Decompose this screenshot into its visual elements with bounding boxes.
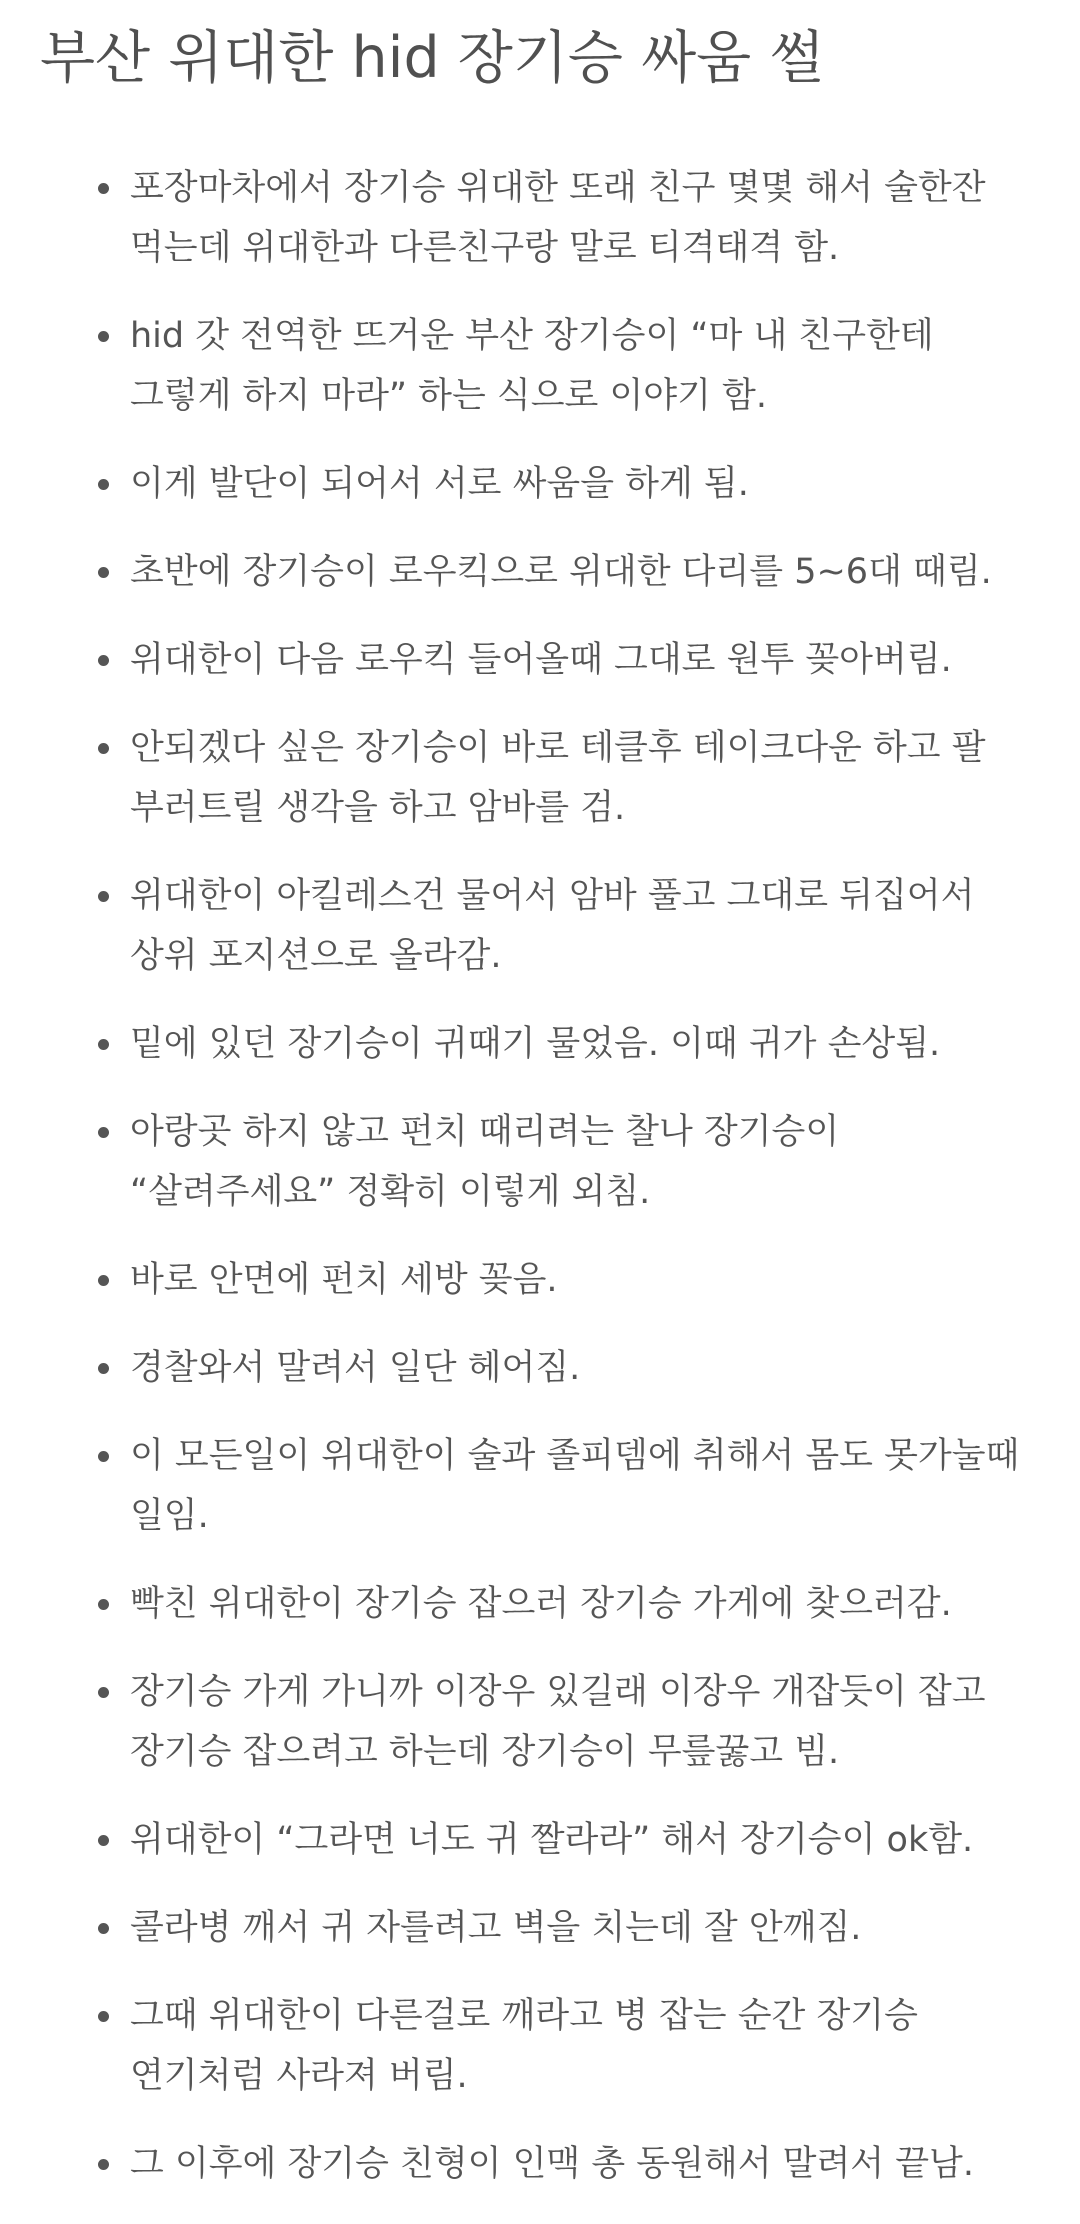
list-item-text: 그 이후에 장기승 친형이 인맥 총 동원해서 말려서 끝남.: [130, 2144, 974, 2184]
list-item: [40, 1662, 1040, 1782]
list-item: [40, 454, 1040, 514]
list-item: [40, 1574, 1040, 1634]
bullet-dot-icon: [98, 1275, 109, 1286]
list-item: [40, 718, 1040, 838]
bullet-dot-icon: [98, 891, 109, 902]
page-title: 부산 위대한 hid 장기승 싸움 썰: [40, 25, 825, 91]
list-item-text: 위대한이 “그라면 너도 귀 짤라라” 해서 장기승이 ok함.: [130, 1820, 974, 1860]
list-item-text: 경찰와서 말려서 일단 헤어짐.: [130, 1348, 581, 1388]
list-item-text: 바로 안면에 펀치 세방 꽂음.: [130, 1260, 558, 1300]
list-item: [40, 158, 1040, 278]
list-item-text: 밑에 있던 장기승이 귀때기 물었음. 이때 귀가 손상됨.: [130, 1024, 941, 1064]
list-item-text: 위대한이 아킬레스건 물어서 암바 풀고 그대로 뒤집어서 상위 포지션으로 올라감.: [130, 876, 975, 976]
bullet-dot-icon: [98, 743, 109, 754]
list-item-text: 위대한이 다음 로우킥 들어올때 그대로 원투 꽂아버림.: [130, 640, 952, 680]
bullet-dot-icon: [98, 1687, 109, 1698]
bullet-dot-icon: [98, 2011, 109, 2022]
list-item-text: 아랑곳 하지 않고 펀치 때리려는 찰나 장기승이 “살려주세요” 정확히 이렇게 외침.: [130, 1112, 840, 1212]
list-item: [40, 1102, 1040, 1222]
bullet-dot-icon: [98, 1363, 109, 1374]
bullet-dot-icon: [98, 1039, 109, 1050]
bullet-dot-icon: [98, 331, 109, 342]
list-item-text: 그때 위대한이 다른걸로 깨라고 병 잡는 순간 장기승 연기처럼 사라져 버림.: [130, 1996, 918, 2096]
list-item: [40, 1014, 1040, 1074]
list-item: [40, 630, 1040, 690]
list-item: [40, 1250, 1040, 1310]
bullet-dot-icon: [98, 1923, 109, 1934]
bullet-dot-icon: [98, 1835, 109, 1846]
list-item-text: 초반에 장기승이 로우킥으로 위대한 다리를 5~6대 때림.: [130, 552, 992, 592]
bullet-dot-icon: [98, 655, 109, 666]
list-item-text: 장기승 가게 가니까 이장우 있길래 이장우 개잡듯이 잡고 장기승 잡으려고 하는데 장기승이 무릎꿇고 빔.: [130, 1672, 986, 1772]
bullet-dot-icon: [98, 2159, 109, 2170]
list-item: [40, 306, 1040, 426]
list-item: [40, 1810, 1040, 1870]
bullet-dot-icon: [98, 1599, 109, 1610]
bullet-dot-icon: [98, 1127, 109, 1138]
list-item-text: 이게 발단이 되어서 서로 싸움을 하게 됨.: [130, 464, 749, 504]
bullet-dot-icon: [98, 567, 109, 578]
list-item: [40, 2134, 1040, 2194]
list-item-text: 안되겠다 싶은 장기승이 바로 테클후 테이크다운 하고 팔 부러트릴 생각을 하고 암바를 검.: [130, 728, 986, 828]
list-item: [40, 1898, 1040, 1958]
list-item-text: 빡친 위대한이 장기승 잡으러 장기승 가게에 찾으러감.: [130, 1584, 952, 1624]
list-item: [40, 866, 1040, 986]
list-item: [40, 1426, 1040, 1546]
list-item: [40, 542, 1040, 602]
list-item: [40, 1986, 1040, 2106]
list-item-text: 콜라병 깨서 귀 자를려고 벽을 치는데 잘 안깨짐.: [130, 1908, 862, 1948]
list-item-text: 포장마차에서 장기승 위대한 또래 친구 몇몇 해서 술한잔 먹는데 위대한과 다른친구랑 말로 티격태격 함.: [130, 168, 986, 268]
list-item-text: hid 갓 전역한 뜨거운 부산 장기승이 “마 내 친구한테 그렇게 하지 마라” 하는 식으로 이야기 함.: [130, 316, 934, 416]
bullet-dot-icon: [98, 1451, 109, 1462]
list-item-text: 이 모든일이 위대한이 술과 졸피뎀에 취해서 몸도 못가눌때 일임.: [130, 1436, 1020, 1536]
bullet-dot-icon: [98, 183, 109, 194]
bullet-dot-icon: [98, 479, 109, 490]
bullet-list: [40, 158, 1040, 2194]
list-item: [40, 1338, 1040, 1398]
